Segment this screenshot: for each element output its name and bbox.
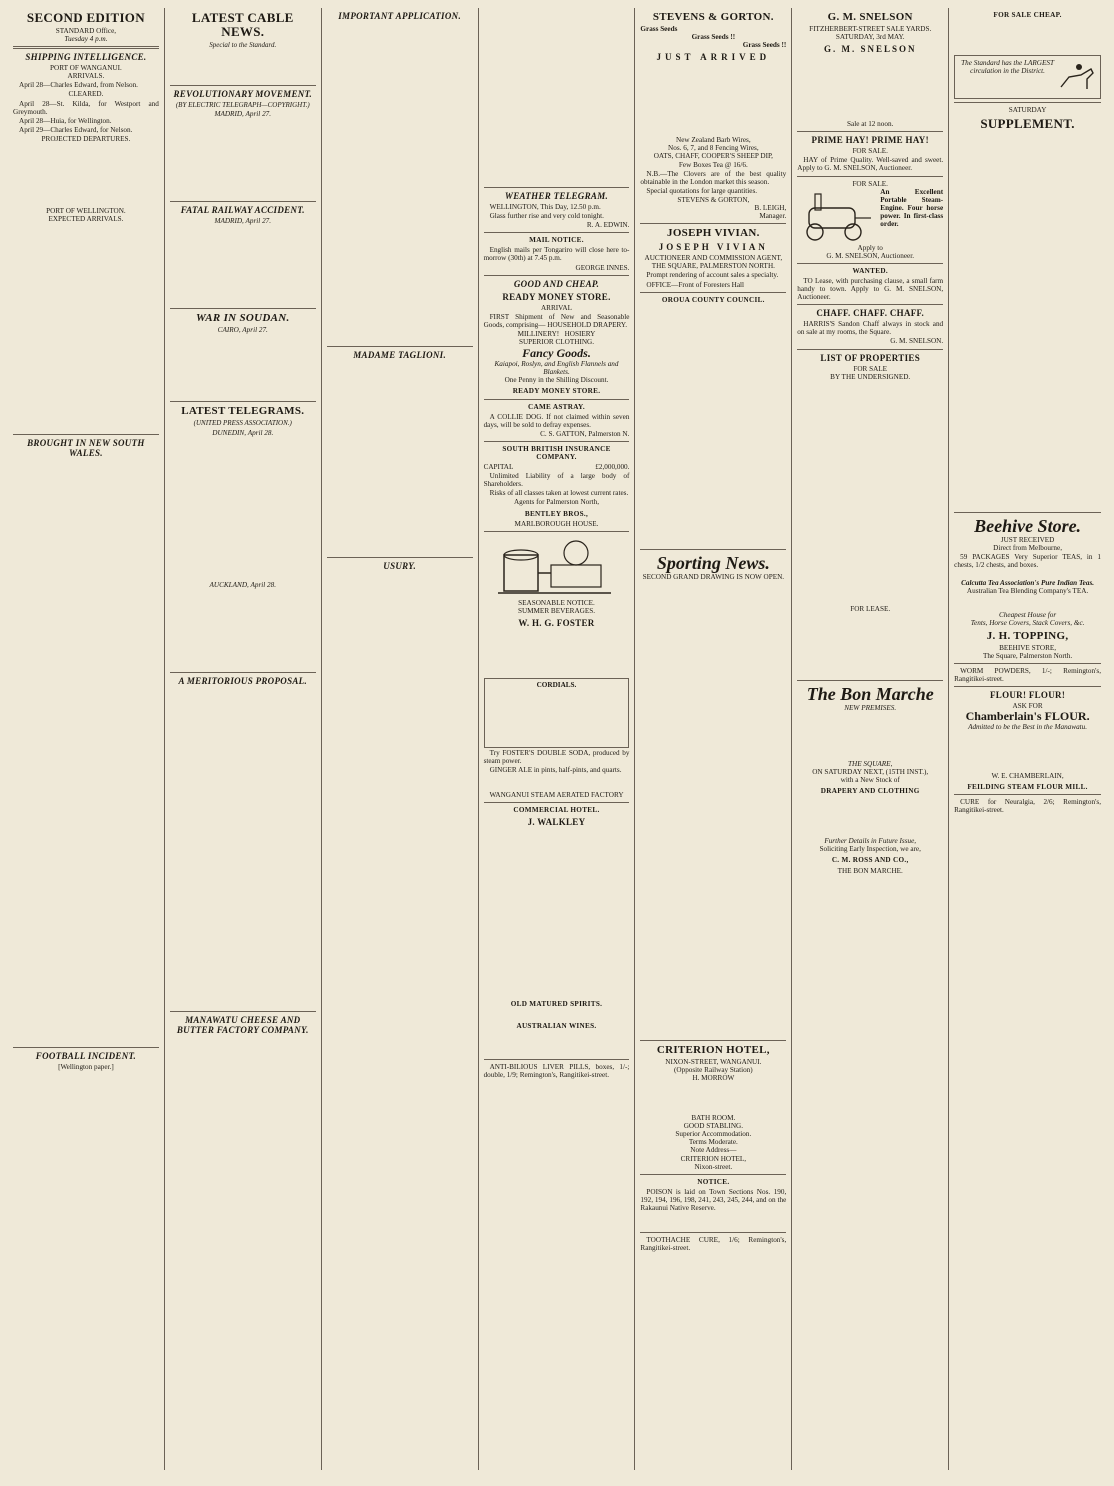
- arrivals-label: ARRIVALS.: [67, 72, 105, 81]
- arrival-label: ARRIVAL: [540, 303, 572, 312]
- good-stabling: GOOD STABLING.: [683, 1122, 744, 1131]
- text-block: [484, 1011, 630, 1019]
- expected-label: EXPECTED ARRIVALS.: [48, 215, 124, 224]
- standard-logo-box: [954, 55, 1101, 99]
- new-premises: NEW PREMISES.: [844, 703, 897, 712]
- kaiapoi-flannels: Kaiapoi, Roslyn, and English Flannels and Blankets.: [494, 360, 619, 377]
- cleared-item: April 28—Huia, for Wellington.: [19, 116, 112, 125]
- revolution-heading: REVOLUTIONARY MOVEMENT.: [173, 89, 313, 100]
- weather-text: Glass further rise and very cold tonight.: [489, 212, 604, 221]
- column-3: [322, 8, 479, 1470]
- text-block: [954, 571, 1101, 579]
- text-block: [954, 595, 1101, 611]
- text-block: [954, 732, 1101, 772]
- article-body: [327, 23, 473, 343]
- cleared-item: April 28—St. Kilda, for Westport and Greymouth.: [13, 99, 159, 116]
- proposal-heading: A MERITORIOUS PROPOSAL.: [178, 675, 308, 686]
- beehive-store-name: BEEHIVE STORE,: [999, 643, 1057, 652]
- article-body: [170, 1037, 316, 1357]
- just-arrived: JUST ARRIVED: [656, 52, 771, 63]
- risks-line: Risks of all classes taken at lowest current rates.: [489, 489, 629, 498]
- bentley-name: BENTLEY BROS.,: [524, 509, 589, 518]
- australian-wines: AUSTRALIAN WINES.: [516, 1021, 597, 1030]
- snelson-heading: G. M. SNELSON: [827, 11, 913, 23]
- text-block: [797, 797, 943, 837]
- property-list: [797, 381, 943, 605]
- beehive-address: The Square, Palmerston North.: [982, 652, 1073, 661]
- article-body: [170, 334, 316, 398]
- for-lease-label: FOR LEASE.: [850, 604, 891, 613]
- list-for-sale: FOR SALE: [853, 364, 888, 373]
- criterion-street: NIXON-STREET, WANGANUI.: [665, 1057, 762, 1066]
- ginger-ale: GINGER ALE in pints, half-pints, and quarts.: [489, 766, 622, 775]
- oroua-heading: OROUA COUNTY COUNCIL.: [661, 295, 765, 304]
- telegrams-heading: LATEST TELEGRAMS.: [181, 405, 305, 418]
- criterion-address: CRITERION HOTEL,: [680, 1154, 747, 1163]
- terms-moderate: Terms Moderate.: [688, 1138, 738, 1147]
- capital-label: CAPITAL: [483, 463, 514, 472]
- foster-soda: Try FOSTER'S DOUBLE SODA, produced by steam power.: [483, 749, 630, 766]
- chamberlain-name: W. E. CHAMBERLAIN,: [991, 771, 1064, 780]
- astray-text: A COLLIE DOG. If not claimed within seven days, will be sold to defray expenses.: [483, 412, 630, 429]
- cable-heading: LATEST CABLE NEWS.: [191, 10, 294, 39]
- steam-engine-engraving: [797, 190, 877, 242]
- text-block: [484, 630, 630, 678]
- vivian-prompt: Prompt rendering of account sales a specialty.: [646, 271, 779, 280]
- bon-marche-sign: THE BON MARCHE.: [837, 866, 903, 875]
- astray-heading: CAME ASTRAY.: [527, 402, 585, 411]
- apply-label: Apply to: [857, 243, 883, 252]
- chaff-text: HARRIS'S Sandon Chaff always in stock and on sale at my rooms, the Square.: [797, 320, 944, 337]
- flour-heading: FLOUR! FLOUR!: [989, 690, 1066, 701]
- dateline: AUCKLAND, April 28.: [209, 580, 277, 589]
- stevens-heading: STEVENS & GORTON.: [652, 11, 774, 23]
- list-by: BY THE UNDERSIGNED.: [830, 372, 911, 381]
- text-block: [640, 1082, 786, 1114]
- prime-hay-heading: PRIME HAY! PRIME HAY!: [811, 135, 929, 146]
- saturday-next: ON SATURDAY NEXT, (15TH INST.),: [812, 767, 929, 776]
- article-body: [484, 8, 630, 184]
- good-cheap-heading: GOOD AND CHEAP.: [513, 278, 600, 289]
- telegrams-source: (UNITED PRESS ASSOCIATION.): [193, 419, 292, 428]
- cleared-label: CLEARED.: [68, 90, 104, 99]
- grass-seeds: Grass Seeds !!: [691, 33, 736, 42]
- text-block: [484, 1032, 630, 1056]
- morrow-name: H. MORROW: [692, 1073, 735, 1082]
- fencing-wires: Nos. 6, 7, and 8 Fencing Wires,: [668, 144, 759, 153]
- discount-line: One Penny in the Shilling Discount.: [504, 376, 609, 385]
- article-body: [170, 437, 316, 581]
- column-4: [479, 8, 636, 1470]
- tea-boxes: Few Boxes Tea @ 16/6.: [678, 160, 748, 169]
- wanganui-aerated: WANGANUI STEAM AERATED FACTORY: [489, 791, 624, 800]
- horse-rider-icon: [1057, 59, 1097, 95]
- wanted-text: TO Lease, with purchasing clause, a small farm handy to town. Apply to G. M. SNELSON, Auctioneer.: [797, 276, 944, 302]
- article-body: [13, 1071, 159, 1279]
- usury-heading: USURY.: [383, 561, 416, 571]
- text-block: [640, 64, 786, 136]
- toothache-cure: TOOTHACHE CURE, 1/6; Remington's, Rangitikei-street.: [640, 1236, 787, 1253]
- article-body: [640, 306, 786, 546]
- commercial-hotel: COMMERCIAL HOTEL.: [513, 806, 600, 815]
- machinery-engraving: [496, 535, 616, 597]
- column-1: [8, 8, 165, 1470]
- chaff-heading: CHAFF. CHAFF. CHAFF.: [816, 308, 925, 319]
- criterion-heading: CRITERION HOTEL,: [656, 1043, 770, 1056]
- special-quotations: Special quotations for large quantities.: [646, 186, 758, 195]
- hosiery-label: HOSIERY: [564, 329, 596, 338]
- weather-heading: WEATHER TELEGRAM.: [504, 191, 609, 201]
- new-stock: with a New Stock of: [840, 776, 900, 785]
- projected-label: PROJECTED DEPARTURES.: [41, 134, 131, 143]
- admitted-best: Admitted to be the Best in the Manawatu.: [968, 723, 1088, 732]
- direct-melbourne: Direct from Melbourne,: [993, 544, 1062, 553]
- article-body: [327, 573, 473, 1261]
- application-heading: IMPORTANT APPLICATION.: [338, 11, 462, 21]
- agents-line: Agents for Palmerston North,: [513, 498, 600, 507]
- newspaper-page: [8, 8, 1106, 1470]
- telegraph-source: (BY ELECTRIC TELEGRAPH—COPYRIGHT.): [175, 101, 310, 110]
- standard-logo-text: The Standard has the LARGEST circulation in the District.: [961, 59, 1054, 76]
- oats-chaff: OATS, CHAFF, COOPER'S SHEEP DIP,: [653, 152, 773, 161]
- notice-heading: NOTICE.: [697, 1177, 730, 1186]
- vivian-office: OFFICE—Front of Foresters Hall: [646, 280, 745, 289]
- article-body: [327, 362, 473, 554]
- superior-clothing: SUPERIOR CLOTHING.: [518, 338, 595, 347]
- text-block: [797, 56, 943, 120]
- capital-value: £2,000,000.: [595, 463, 630, 472]
- sale-date: SATURDAY, 3rd MAY.: [835, 33, 905, 42]
- brought-heading: BROUGHT IN NEW SOUTH WALES.: [27, 438, 145, 459]
- clovers-note: N.B.—The Clovers are of the best quality obtainable in the London market this season.: [640, 169, 787, 186]
- for-sale-label: FOR SALE.: [852, 147, 888, 156]
- list-heading: LIST OF PROPERTIES: [820, 352, 921, 363]
- standard-office: STANDARD Office,: [55, 27, 117, 35]
- feilding-mill: FEILDING STEAM FLOUR MILL.: [967, 782, 1088, 791]
- ready-money-heading: READY MONEY STORE.: [502, 291, 611, 302]
- vivian-square: THE SQUARE, PALMERSTON NORTH.: [651, 262, 775, 271]
- tents-covers: Tents, Horse Covers, Stack Covers, &c.: [970, 618, 1085, 627]
- article-body: [640, 581, 786, 1037]
- further-details: Further Details in Future Issue,: [824, 837, 917, 846]
- mail-heading: MAIL NOTICE.: [529, 236, 584, 245]
- stevens-sign: STEVENS & GORTON,: [677, 195, 750, 204]
- text-block: [954, 21, 1101, 53]
- text-block: [797, 613, 943, 677]
- column-5: [635, 8, 792, 1470]
- weather-line: WELLINGTON, This Day, 12.50 p.m.: [489, 203, 601, 211]
- manager-label: Manager.: [759, 212, 787, 221]
- marlborough-name: MARLBOROUGH HOUSE.: [514, 519, 599, 528]
- article-body: [13, 460, 159, 1044]
- chaff-sign: G. M. SNELSON.: [890, 337, 944, 346]
- port-wellington: PORT OF WELLINGTON.: [46, 207, 126, 216]
- astray-sign: C. S. GATTON, Palmerston N.: [540, 429, 630, 438]
- hay-text: HAY of Prime Quality. Well-saved and sweet. Apply to G. M. SNELSON, Auctioneer.: [797, 156, 944, 173]
- weather-sign: R. A. EDWIN.: [586, 221, 630, 230]
- steam-engine-text: An Excellent Portable Steam-Engine. Four horse power. In first-class order.: [880, 187, 944, 229]
- dateline: CAIRO, April 27.: [217, 326, 268, 335]
- summer-beverages: SUMMER BEVERAGES.: [517, 606, 596, 615]
- cable-sub: Special to the Standard.: [209, 41, 277, 49]
- text-block: [13, 223, 159, 431]
- text-block: [797, 712, 943, 760]
- old-matured: OLD MATURED SPIRITS.: [510, 1000, 603, 1009]
- cheese-heading: MANAWATU CHEESE AND BUTTER FACTORY COMPANY.: [176, 1014, 309, 1035]
- snelson-auctioneer: G. M. SNELSON, Auctioneer.: [826, 251, 915, 260]
- grass-seeds: Grass Seeds: [640, 25, 678, 33]
- seasonable-notice: SEASONABLE NOTICE.: [518, 598, 595, 607]
- vivian-role: AUCTIONEER AND COMMISSION AGENT,: [644, 254, 783, 263]
- text-block: [484, 829, 630, 997]
- bath-room: BATH ROOM.: [691, 1114, 736, 1123]
- taglioni-heading: MADAME TAGLIONI.: [353, 350, 447, 360]
- liver-pills: ANTI-BILIOUS LIVER PILLS, boxes, 1/-; double, 1/9; Remington's, Rangitikei-street.: [483, 1062, 630, 1079]
- cordials-label: CORDIALS.: [536, 680, 577, 689]
- the-square: THE SQUARE,: [848, 759, 893, 768]
- foster-name: W. H. G. FOSTER: [518, 617, 595, 628]
- article-body: [170, 589, 316, 669]
- cleared-item: April 29—Charles Edward, for Nelson.: [19, 125, 133, 134]
- unlimited-line: Unlimited Liability of a large body of Shareholders.: [483, 472, 630, 489]
- topping-name: J. H. TOPPING,: [986, 629, 1069, 642]
- football-source: [Wellington paper.]: [58, 1063, 114, 1072]
- beehive-heading: Beehive Store.: [974, 516, 1082, 537]
- poison-notice: POISON is laid on Town Sections Nos. 190, 192, 194, 196, 198, 241, 243, 245, 244, and on the Rakaunui Native Reserve.: [640, 1187, 787, 1212]
- column-2: [165, 8, 322, 1470]
- sporting-heading: Sporting News.: [656, 552, 770, 573]
- bon-marche-heading: The Bon Marche: [806, 683, 934, 704]
- for-sale-label: FOR SALE.: [852, 179, 888, 188]
- supplement-heading: SUPPLEMENT.: [980, 116, 1075, 132]
- grass-seeds: Grass Seeds !!: [742, 41, 787, 50]
- vivian-heading: JOSEPH VIVIAN.: [667, 227, 760, 240]
- column-6: [792, 8, 949, 1470]
- cordials-list: [487, 689, 627, 745]
- barb-wires: New Zealand Barb Wires,: [676, 136, 751, 145]
- soliciting-line: Soliciting Early Inspection, we are,: [819, 845, 921, 854]
- port-wanganui: PORT OF WANGANUI.: [50, 64, 122, 73]
- text-block: [484, 775, 630, 791]
- neuralgia-cure: CURE for Neuralgia, 2/6; Remington's, Rangitikei-street.: [954, 797, 1101, 814]
- article-body: [170, 118, 316, 198]
- second-edition-heading: SECOND EDITION: [26, 10, 145, 25]
- fitzherbert-yards: FITZHERBERT-STREET SALE YARDS.: [809, 25, 932, 33]
- article-body: [170, 688, 316, 1008]
- note-address: Note Address—: [690, 1146, 737, 1155]
- dateline: MADRID, April 27.: [214, 217, 272, 226]
- mail-text: English mails per Tongariro will close here to-morrow (30th) at 7.45 p.m.: [483, 246, 630, 263]
- australian-tea: Australian Tea Blending Company's TEA.: [966, 586, 1089, 595]
- saturday-label: SATURDAY: [1008, 106, 1047, 115]
- wanted-heading: WANTED.: [852, 266, 888, 275]
- football-heading: FOOTBALL INCIDENT.: [35, 1051, 137, 1062]
- ready-money-heading: READY MONEY STORE.: [512, 387, 601, 396]
- supplement-contents: [954, 133, 1101, 509]
- second-grand: SECOND GRAND DRAWING IS NOW OPEN.: [642, 572, 785, 581]
- arrival-item: April 28—Charles Edward, from Nelson.: [19, 81, 138, 90]
- dateline: MADRID, April 27.: [214, 110, 272, 119]
- for-sale-cheap: FOR SALE CHEAP.: [993, 11, 1062, 19]
- walkley-name: J. WALKLEY: [527, 817, 586, 828]
- text-block: [170, 50, 316, 82]
- arrival-text: FIRST Shipment of New and Seasonable Goods, comprising— HOUSEHOLD DRAPERY.: [483, 312, 630, 329]
- office-time: Tuesday 4 p.m.: [64, 35, 108, 44]
- column-7: [949, 8, 1106, 1470]
- leigh-sign: B. LEIGH,: [754, 204, 787, 213]
- vivian-name: JOSEPH VIVIAN: [658, 242, 768, 253]
- text-block: [640, 1213, 786, 1229]
- mail-sign: GEORGE INNES.: [575, 263, 630, 272]
- ross-name: C. M. ROSS AND CO.,: [831, 856, 909, 865]
- chamberlain-flour: Chamberlain's FLOUR.: [965, 709, 1090, 724]
- calcutta-teas: Calcutta Tea Association's Pure Indian Teas.: [961, 578, 1095, 587]
- shipping-heading: SHIPPING INTELLIGENCE.: [25, 52, 147, 63]
- worm-powders: WORM POWDERS, 1/-; Remington's, Rangitikei-street.: [954, 667, 1101, 684]
- packages-teas: 59 PACKAGES Very Superior TEAS, in 1 chests, 1/2 chests, and boxes.: [954, 553, 1101, 570]
- millinery-label: MILLINERY!: [517, 329, 560, 338]
- drapery-clothing: DRAPERY AND CLOTHING: [820, 787, 920, 796]
- insurance-heading: SOUTH BRITISH INSURANCE COMPANY.: [502, 444, 611, 461]
- text-block: [13, 143, 159, 207]
- fancy-goods: Fancy Goods.: [522, 346, 591, 361]
- article-body: [170, 225, 316, 305]
- soudan-heading: WAR IN SOUDAN.: [196, 312, 290, 325]
- nixon-street: Nixon-street.: [694, 1162, 733, 1171]
- superior-accommodation: Superior Accommodation.: [675, 1130, 752, 1139]
- ask-for: ASK FOR: [1012, 702, 1043, 711]
- cheapest-house: Cheapest House for: [999, 610, 1057, 619]
- railway-heading: FATAL RAILWAY ACCIDENT.: [180, 205, 305, 216]
- just-received: JUST RECEIVED: [1000, 536, 1055, 545]
- criterion-opposite: (Opposite Railway Station): [674, 1065, 753, 1074]
- snelson-name: G. M. SNELSON: [823, 44, 917, 55]
- sale-time: Sale at 12 noon.: [847, 120, 894, 129]
- dateline: DUNEDIN, April 28.: [212, 428, 274, 437]
